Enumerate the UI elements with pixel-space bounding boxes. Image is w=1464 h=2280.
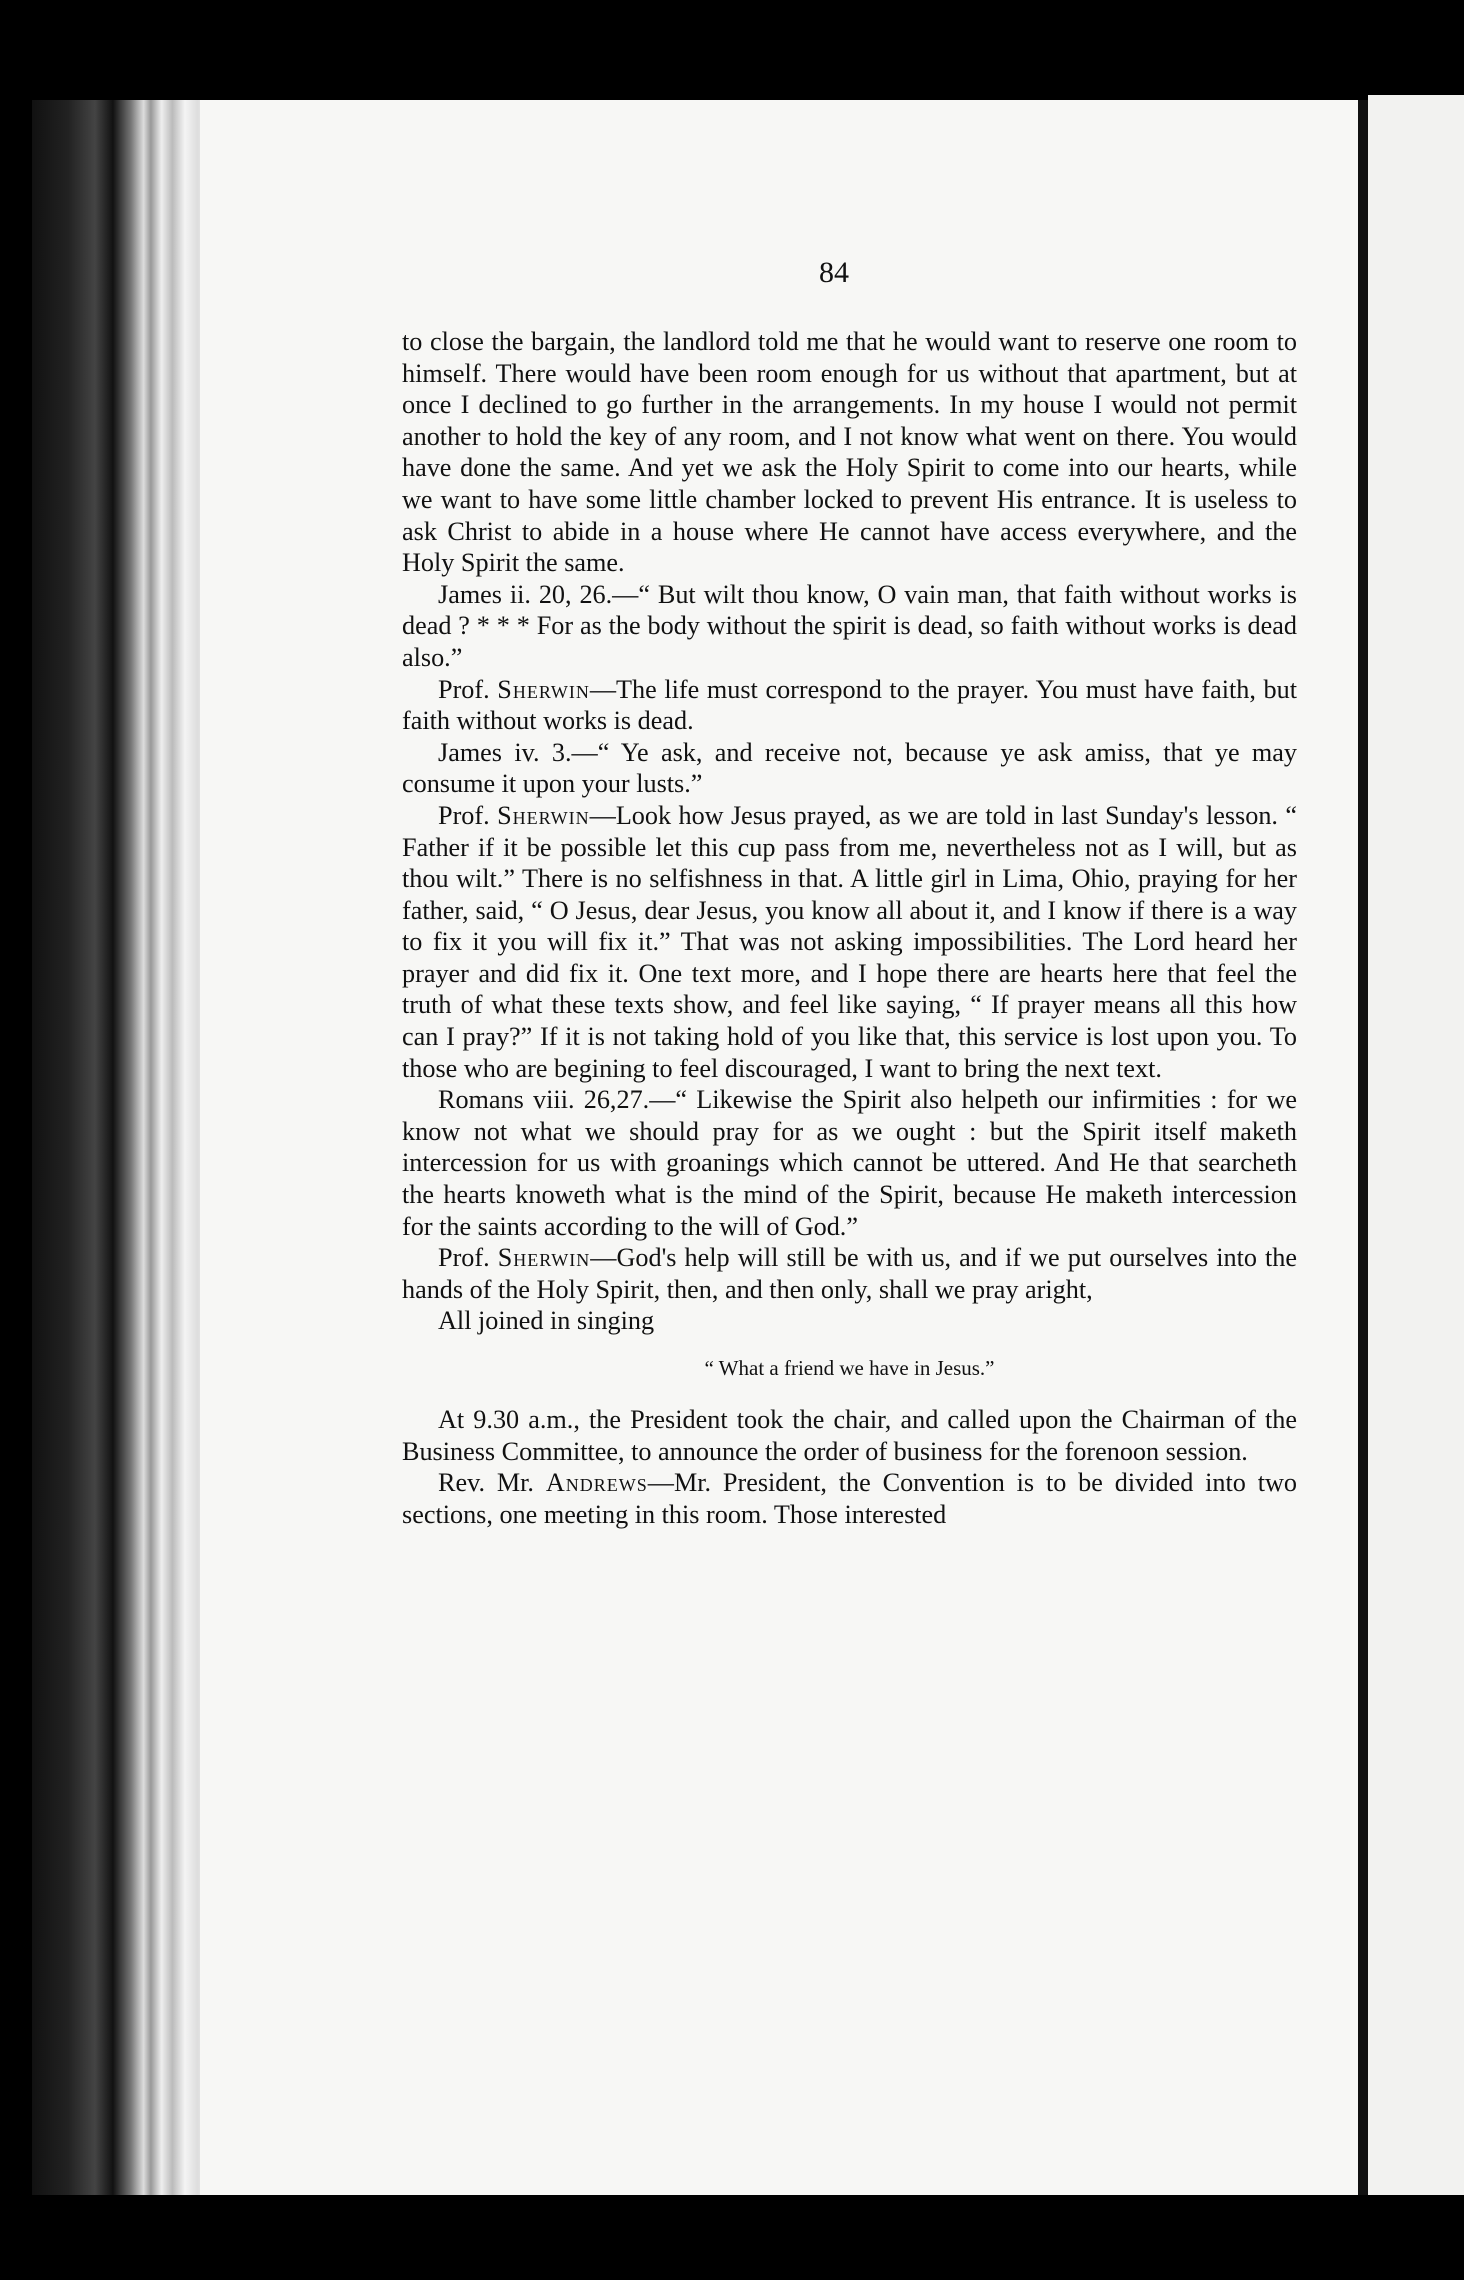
speaker-prefix: Prof. <box>438 1243 490 1273</box>
page-number: 84 <box>819 256 849 289</box>
paragraph-singing: All joined in singing <box>438 1306 655 1336</box>
paragraph-james-2: James ii. 20, 26.—“ But wilt thou know, O vain man, that faith without works is dead ? * * * For as the body without the spirit is dead, so faith without works is dead also.” <box>402 579 1297 672</box>
paragraph-andrews <box>402 1467 1297 1530</box>
paragraph-sherwin-1 <box>402 674 1297 737</box>
paragraph-romans-8: Romans viii. 26,27.—“ Likewise the Spirit also helpeth our infirmities : for we know not what we should pray for as we ought : but the Spirit itself maketh intercession for us with groanings which cannot be uttered. And He that searcheth the hearts knoweth what is the mind of the Spirit, because He maketh intercession for the saints according to the will of God.” <box>402 1085 1297 1241</box>
gutter-shadow <box>1358 100 1368 2195</box>
speaker-text: —The life must correspond to the prayer. You must have faith, but faith without works is dead. <box>402 674 1297 736</box>
film-border-bottom <box>0 2195 1464 2280</box>
speaker-prefix: Prof. <box>438 800 490 830</box>
speaker-prefix: Rev. Mr. <box>438 1468 534 1498</box>
paragraph-sherwin-2 <box>402 800 1297 1084</box>
speaker-name: Sherwin <box>497 800 590 830</box>
page-body <box>402 326 1297 1530</box>
adjacent-page-edge <box>1368 95 1464 2195</box>
film-border-top <box>0 0 1464 100</box>
paragraph-sherwin-3 <box>402 1242 1297 1305</box>
speaker-text: —Look how Jesus prayed, as we are told in last Sunday's lesson. “ Father if it be possible let this cup pass from me, nevertheless not as I will, but as thou wilt.” There is no selfishness in that. A little girl in Lima, Ohio, praying for her father, said, “ O Jesus, dear Jesus, you know all about it, and I know if there is a way to fix it you will fix it.” That was not asking impossibilities. The Lord heard her prayer and did fix it. One text more, and I hope there are hearts here that feel the truth of what these texts show, and feel like saying, “ If prayer means all this how can I pray?” If it is not taking hold of you like that, this service is lost upon you. To those who are begining to feel discouraged, I want to bring the next text. <box>402 800 1297 1083</box>
speaker-name: Sherwin <box>497 1243 591 1273</box>
paragraph-james-4: James iv. 3.—“ Ye ask, and receive not, because ye ask amiss, that ye may consume it upon your lusts.” <box>402 737 1297 799</box>
speaker-prefix: Prof. <box>438 674 490 704</box>
book-page-edges <box>32 100 212 2195</box>
paragraph-president: At 9.30 a.m., the President took the chair, and called upon the Chairman of the Business Committee, to announce the order of business for the forenoon session. <box>402 1405 1297 1466</box>
speaker-text: —Mr. President, the Convention is to be divided into two sections, one meeting in this room. Those interested <box>402 1468 1298 1529</box>
hymn-title: “ What a friend we have in Jesus.” <box>704 1356 995 1380</box>
speaker-text: —God's help will still be with us, and if we put ourselves into the hands of the Holy Spirit, then, and then only, shall we pray aright, <box>402 1243 1298 1304</box>
speaker-name: Sherwin <box>497 674 590 704</box>
paragraph-1: to close the bargain, the landlord told me that he would want to reserve one room to himself. There would have been room enough for us without that apartment, but at once I declined to go further in the arrangements. In my house I would not permit another to hold the key of any room, and I not know what went on there. You would have done the same. And yet we ask the Holy Spirit to come into our hearts, while we want to have some little chamber locked to prevent His entrance. It is useless to ask Christ to abide in a house where He cannot have access everywhere, and the Holy Spirit the same. <box>402 327 1297 578</box>
speaker-name: Andrews <box>545 1468 648 1498</box>
